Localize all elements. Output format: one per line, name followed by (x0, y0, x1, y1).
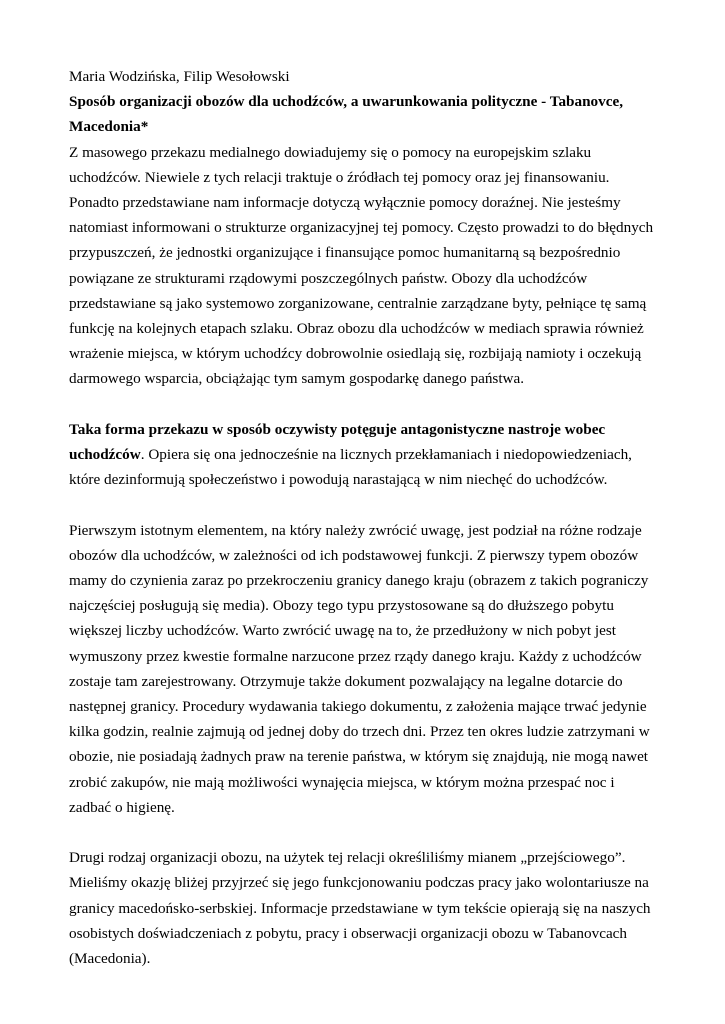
paragraph-4: Drugi rodzaj organizacji obozu, na użytek tej relacji określiliśmy mianem „przejściowego”. Mieliśmy okazję bliżej przyjrzeć się jego funkcjonowaniu podczas pracy jako wolontariusze na granicy macedońsko-serbskiej. Informacje przedstawiane w tym tekście opierają się na naszych osobistych doświadczeniach z pobytu, pracy i obserwacji organizacji obozu w Tabanovcach (Macedonia). (69, 849, 651, 968)
paragraph-2-text: . Opiera się ona jednocześnie na licznych przekłamaniach i niedopowiedzeniach, które dezinformują społeczeństwo i powodują narastającą w nim niechęć do uchodźców. (69, 446, 632, 489)
paragraph-2-bold-lead: Taka forma przekazu w sposób oczywisty potęguje antagonistyczne nastroje wobec uchodźców (69, 420, 606, 464)
document-authors: Maria Wodzińska, Filip Wesołowski (69, 68, 290, 85)
paragraph-spacer (69, 392, 659, 417)
document-page (69, 64, 659, 971)
paragraph-2 (69, 417, 659, 493)
paragraph-spacer (69, 492, 659, 517)
paragraph-1: Z masowego przekazu medialnego dowiadujemy się o pomocy na europejskim szlaku uchodźców. Niewiele z tych relacji traktuje o źródłach tej pomocy oraz jej finansowaniu. Ponadto przedstawiane nam informacje dotyczą wyłącznie pomocy doraźnej. Nie jesteśmy natomiast informowani o strukturze organizacyjnej tej pomocy. Często prowadzi to do błędnych przypuszczeń, że jednostki organizujące i finansujące pomoc humanitarną są bezpośrednio powiązane ze strukturami rządowymi poszczególnych państw. Obozy dla uchodźców przedstawiane są jako systemowo zorganizowane, centralnie zarządzane byty, pełniące tę samą funkcję na kolejnych etapach szlaku. Obraz obozu dla uchodźców w mediach sprawia również wrażenie miejsca, w którym uchodźcy dobrowolnie osiedlają się, rozbijają namioty i oczekują darmowego wsparcia, obciążając tym samym gospodarkę danego państwa. (69, 143, 654, 388)
document-title: Sposób organizacji obozów dla uchodźców, a uwarunkowania polityczne - Tabanovce, Macedonia* (69, 93, 623, 136)
paragraph-3: Pierwszym istotnym elementem, na który należy zwrócić uwagę, jest podział na różne rodzaje obozów dla uchodźców, w zależności od ich podstawowej funkcji. Z pierwszy typem obozów mamy do czynienia zaraz po przekroczeniu granicy danego kraju (obrazem z takich pograniczy najczęściej posługują się media). Obozy tego typu przystosowane są do dłuższego pobytu większej liczby uchodźców. Warto zwrócić uwagę na to, że przedłużony w nich pobyt jest wymuszony przez kwestie formalne narzucone przez rządy danego kraju. Każdy z uchodźców zostaje tam zarejestrowany. Otrzymuje także dokument pozwalający na legalne dotarcie do następnej granicy. Procedury wydawania takiego dokumentu, z założenia mające trwać jedynie kilka godzin, realnie zajmują od jednej doby do trzech dni. Przez ten okres ludzie zatrzymani w obozie, nie posiadają żadnych praw na terenie państwa, w którym się znajdują, nie mogą nawet zrobić zakupów, nie mają możliwości wynajęcia miejsca, w którym można przespać noc i zadbać o higienę. (69, 521, 650, 816)
paragraph-spacer (69, 820, 659, 845)
